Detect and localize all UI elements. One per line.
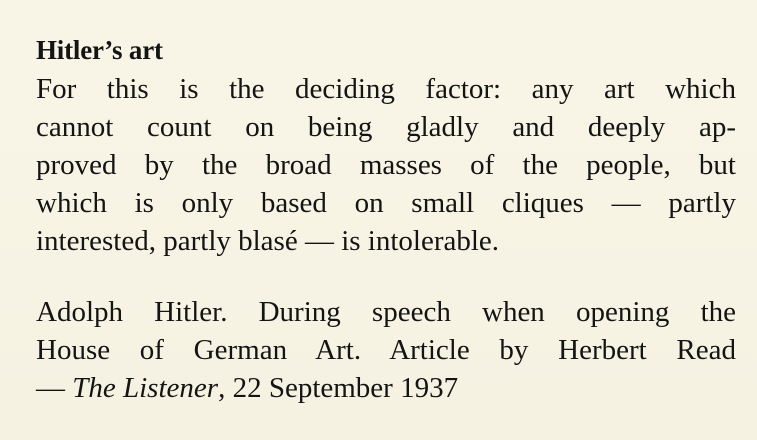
attribution-line: House of German Art. Article by Herbert Read — [36, 334, 736, 366]
attribution-citation — [36, 369, 736, 407]
attribution — [36, 293, 736, 407]
quote-line: which is only based on small cliques — partly — [36, 187, 736, 219]
quote-text — [36, 70, 736, 260]
citation-prefix: — — [36, 372, 73, 404]
publication-title: The Listener — [72, 372, 219, 404]
citation-date: , 22 September 1937 — [218, 372, 459, 404]
quote-line: proved by the broad masses of the people, but — [36, 149, 736, 181]
attribution-line: Adolph Hitler. During speech when opening the — [36, 296, 736, 328]
quote-line: For this is the deciding factor: any art which — [36, 73, 736, 105]
page-title: Hitler’s art — [36, 35, 163, 65]
quote-line: cannot count on being gladly and deeply ap- — [36, 111, 736, 143]
quote-line: interested, partly blasé — is intolerable. — [36, 225, 500, 257]
